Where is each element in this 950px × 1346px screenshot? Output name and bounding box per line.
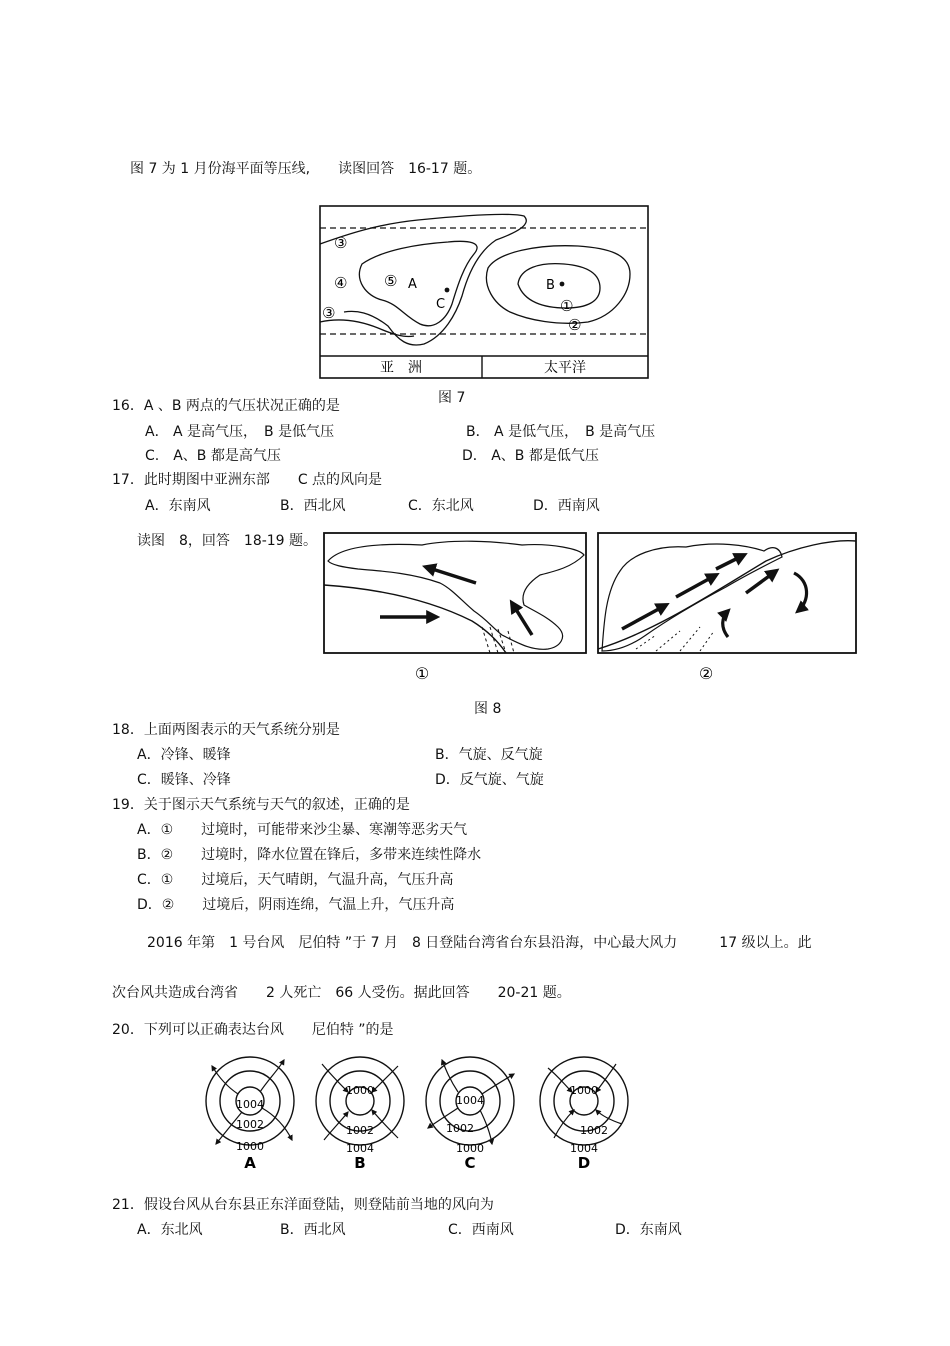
q16-stem: 16．A 、B 两点的气压状况正确的是 — [112, 398, 340, 414]
region-pacific: 太平洋 — [544, 360, 586, 376]
figure8-front-2 — [596, 531, 860, 687]
typhoon-paragraph-line1: 2016 年第 1 号台风 尼伯特 ”于 7 月 8 日登陆台湾省台东县沿海，中心最大风力 17 级以上。此 — [147, 935, 812, 951]
q21-option-b: B．西北风 — [280, 1222, 346, 1238]
point-label-B: B — [546, 278, 555, 293]
q16-option-b: B． A 是低气压， B 是高气压 — [466, 424, 656, 440]
q20-D-mid: 1002 — [580, 1124, 608, 1137]
q18-option-c: C．暖锋、冷锋 — [137, 772, 231, 788]
q20-diagram-C — [426, 1057, 514, 1172]
q17-option-a: A．东南风 — [145, 498, 211, 514]
q18-option-d: D．反气旋、气旋 — [435, 772, 544, 788]
q17-option-b: B．西北风 — [280, 498, 346, 514]
intro-figure8: 读图 8，回答 18-19 题。 — [137, 533, 318, 549]
q17-stem: 17．此时期图中亚洲东部 C 点的风向是 — [112, 472, 383, 488]
q20-diagram-B — [316, 1057, 404, 1172]
figure7-caption: 图 7 — [438, 390, 466, 406]
q20-diagram-D — [540, 1057, 628, 1172]
q20-C-mid: 1002 — [446, 1122, 474, 1135]
isobar-label-2: ② — [568, 316, 582, 334]
q20-B-outer: 1004 — [346, 1142, 374, 1155]
q19-option-d: D．② 过境后，阴雨连绵，气温上升，气压升高 — [137, 897, 455, 913]
q21-stem: 21．假设台风从台东县正东洋面登陆，则登陆前当地的风向为 — [112, 1197, 494, 1213]
q20-A-outer: 1000 — [236, 1140, 264, 1153]
q20-C-outer: 1000 — [456, 1142, 484, 1155]
q18-option-b: B．气旋、反气旋 — [435, 747, 543, 763]
isobar-label-4: ④ — [334, 274, 348, 292]
q20-D-inner: 1000 — [570, 1084, 598, 1097]
q20-A-inner: 1004 — [236, 1098, 264, 1111]
figure8-front-1 — [322, 531, 590, 687]
q21-option-d: D．东南风 — [615, 1222, 682, 1238]
q18-stem: 18．上面两图表示的天气系统分别是 — [112, 722, 340, 738]
q21-option-c: C．西南风 — [448, 1222, 514, 1238]
q20-A-letter: A — [244, 1154, 256, 1172]
q21-option-a: A．东北风 — [137, 1222, 203, 1238]
point-label-A: A — [408, 277, 417, 292]
q19-option-c: C．① 过境后，天气晴朗，气温升高，气压升高 — [137, 872, 454, 888]
point-label-C: C — [436, 297, 446, 312]
q20-diagram-A — [206, 1057, 294, 1172]
figure8-label-2: ② — [698, 664, 714, 683]
q19-stem: 19．关于图示天气系统与天气的叙述，正确的是 — [112, 797, 410, 813]
q20-D-letter: D — [577, 1154, 591, 1172]
isobar-label-3-bottom: ③ — [322, 304, 336, 322]
q20-B-inner: 1000 — [346, 1084, 374, 1097]
region-asia: 亚 洲 — [380, 360, 422, 376]
figure8-label-1: ① — [414, 664, 430, 683]
isobar-label-1: ① — [560, 297, 574, 315]
q16-option-a: A． A 是高气压， B 是低气压 — [145, 424, 335, 440]
q17-option-c: C．东北风 — [408, 498, 474, 514]
isobar-label-5: ⑤ — [384, 272, 398, 290]
typhoon-paragraph-line2: 次台风共造成台湾省 2 人死亡 66 人受伤。据此回答 20-21 题。 — [112, 985, 571, 1001]
intro-figure7: 图 7 为 1 月份海平面等压线, 读图回答 16-17 题。 — [130, 161, 482, 177]
q17-option-d: D．西南风 — [533, 498, 600, 514]
q19-option-a: A．① 过境时，可能带来沙尘暴、寒潮等恶劣天气 — [137, 822, 468, 838]
q18-option-a: A．冷锋、暖锋 — [137, 747, 231, 763]
q20-B-mid: 1002 — [346, 1124, 374, 1137]
figure8-caption: 图 8 — [474, 701, 502, 717]
isobar-label-3-top: ③ — [334, 234, 348, 252]
q20-typhoon-diagrams — [198, 1046, 638, 1176]
q16-option-d: D． A、B 都是低气压 — [462, 448, 599, 464]
q20-stem: 20．下列可以正确表达台风 尼伯特 ”的是 — [112, 1022, 394, 1038]
q16-option-c: C. A、B 都是高气压 — [145, 448, 281, 464]
q20-B-letter: B — [354, 1154, 366, 1172]
figure7-isobar-map — [318, 204, 650, 380]
q20-C-inner: 1004 — [456, 1094, 484, 1107]
q20-A-mid: 1002 — [236, 1118, 264, 1131]
q20-C-letter: C — [464, 1154, 476, 1172]
q19-option-b: B．② 过境时，降水位置在锋后，多带来连续性降水 — [137, 847, 482, 863]
q20-D-outer: 1004 — [570, 1142, 598, 1155]
